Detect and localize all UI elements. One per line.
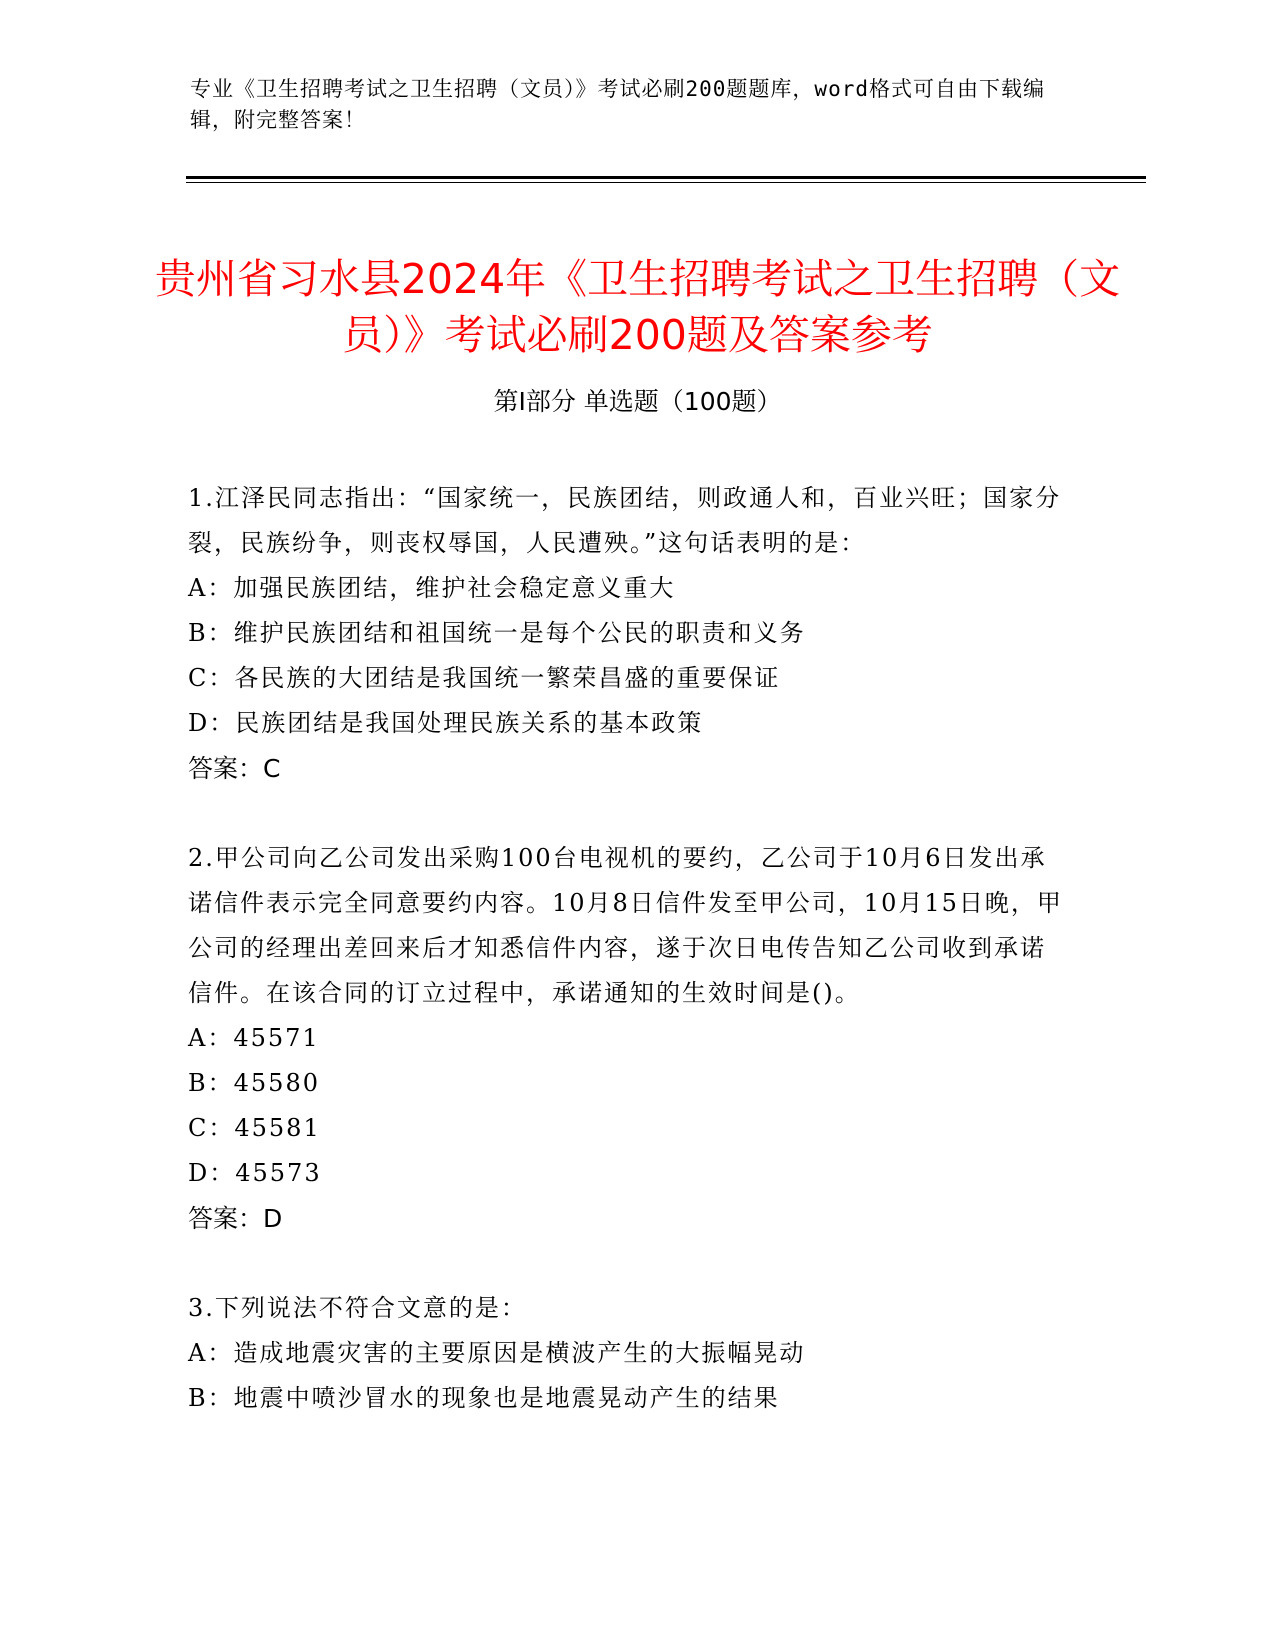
option-a: A：45571: [188, 1024, 320, 1052]
option-d: D：45573: [188, 1159, 322, 1187]
question-3: [188, 1286, 1068, 1421]
option-b: B：45580: [188, 1069, 320, 1097]
option-b: B：维护民族团结和祖国统一是每个公民的职责和义务: [188, 619, 806, 647]
answer: 答案：D: [188, 1204, 283, 1233]
question-stem: 1.江泽民同志指出：“国家统一，民族团结，则政通人和，百业兴旺；国家分裂，民族纷争，则丧权辱国，人民遭殃。”这句话表明的是：: [188, 484, 1062, 557]
question-1: [188, 476, 1068, 791]
option-c: C：45581: [188, 1114, 321, 1142]
section-heading: 第I部分 单选题（100题）: [493, 387, 782, 416]
header-rule-thin: [186, 182, 1146, 183]
document-title: 贵州省习水县2024年《卫生招聘考试之卫生招聘（文员）》考试必刷200题及答案参考: [154, 255, 1121, 360]
header-rule-thick: [186, 176, 1146, 179]
option-a: A：造成地震灾害的主要原因是横波产生的大振幅晃动: [188, 1339, 806, 1367]
question-stem: 2.甲公司向乙公司发出采购100台电视机的要约，乙公司于10月6日发出承诺信件表示完全同意要约内容。10月8日信件发至甲公司，10月15日晚，甲公司的经理出差回来后才知悉信件内容，遂于次日电传告知乙公司收到承诺信件。在该合同的订立过程中，承诺通知的生效时间是()。: [188, 844, 1063, 1007]
option-b: B：地震中喷沙冒水的现象也是地震晃动产生的结果: [188, 1384, 780, 1412]
answer: 答案：C: [188, 754, 281, 783]
question-2: [188, 836, 1068, 1241]
option-c: C：各民族的大团结是我国统一繁荣昌盛的重要保证: [188, 664, 781, 692]
question-list: [188, 476, 1068, 1466]
option-d: D：民族团结是我国处理民族关系的基本政策: [188, 709, 704, 737]
header-note: 专业《卫生招聘考试之卫生招聘（文员）》考试必刷200题题库，word格式可自由下载编辑，附完整答案！: [190, 77, 1045, 132]
option-a: A：加强民族团结，维护社会稳定意义重大: [188, 574, 676, 602]
question-stem: 3.下列说法不符合文意的是：: [188, 1294, 527, 1322]
